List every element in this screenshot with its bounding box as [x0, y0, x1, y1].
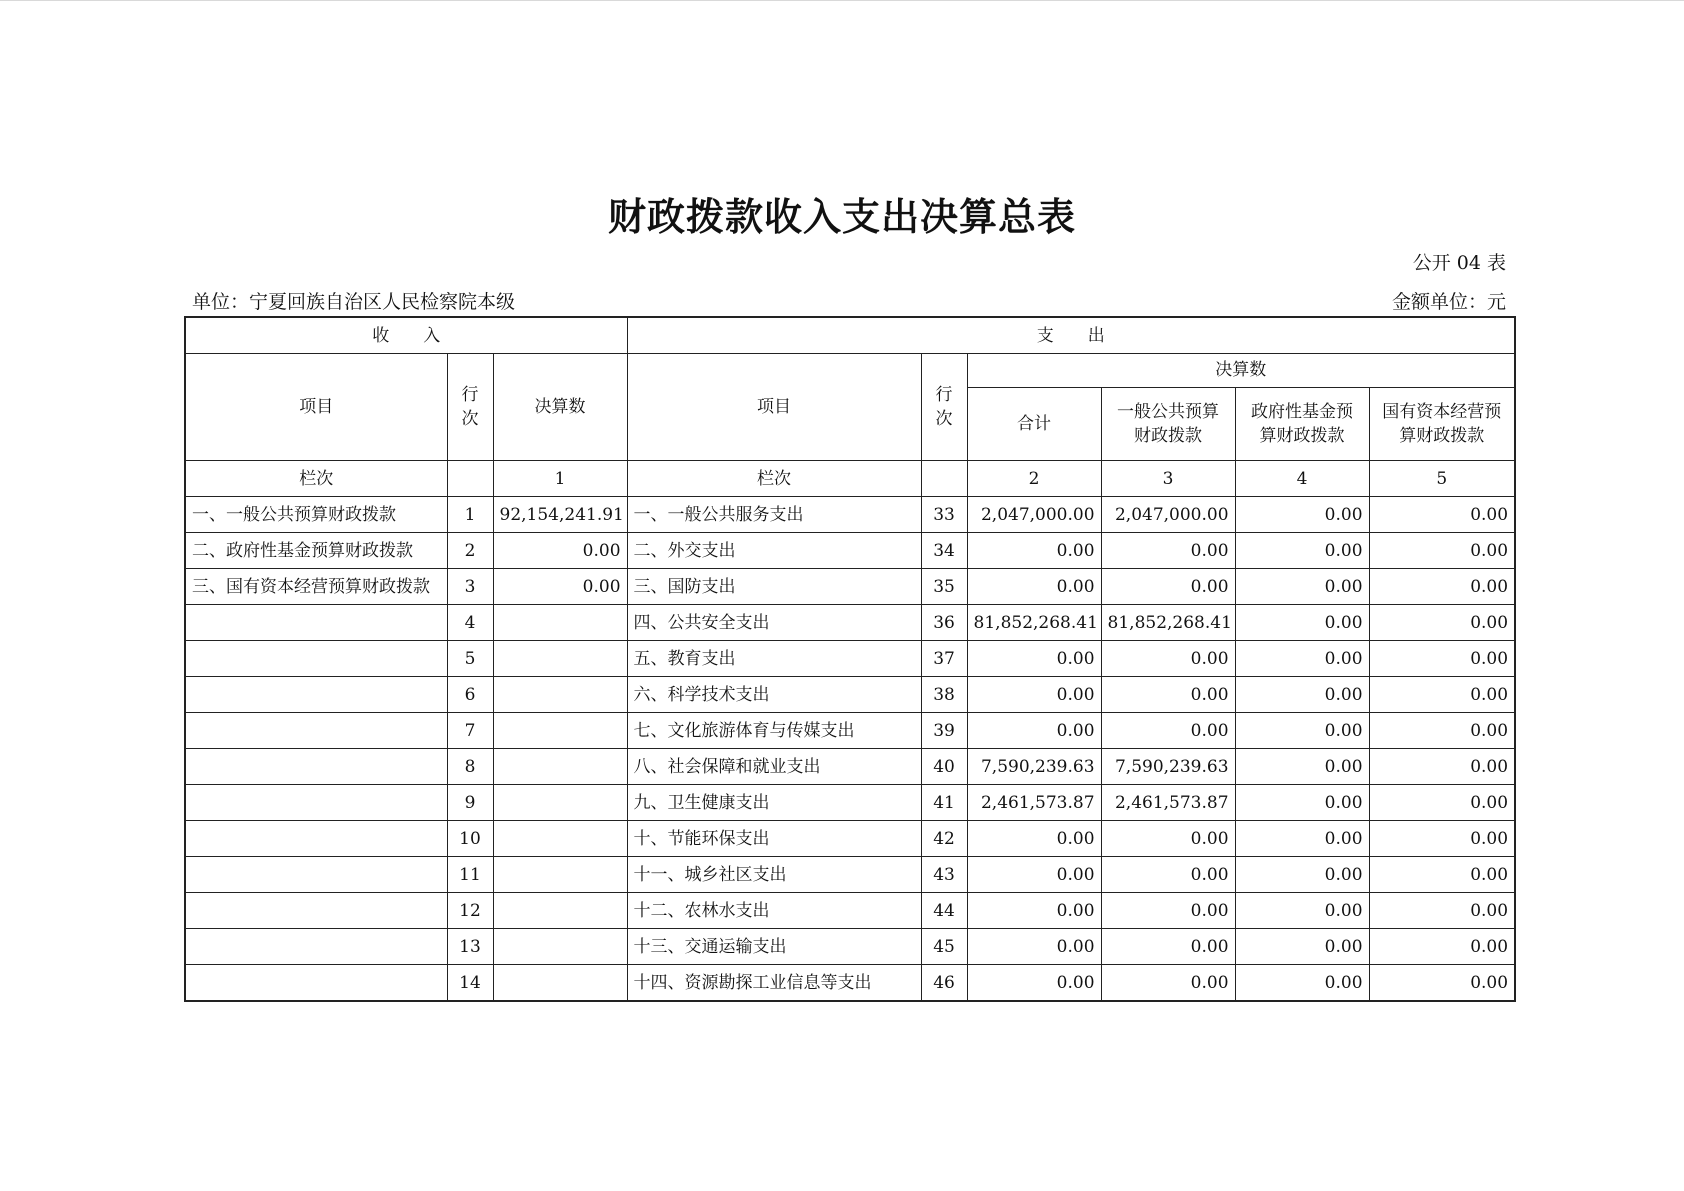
- income-item-cell: [185, 821, 447, 857]
- expense-line-no-cell: 43: [921, 857, 967, 893]
- expense-item-cell: 十二、农林水支出: [627, 893, 921, 929]
- table-row: [185, 533, 1515, 569]
- income-line-no-cell: 9: [447, 785, 493, 821]
- table-row: [185, 713, 1515, 749]
- expense-gov-fund-cell: 0.00: [1235, 605, 1369, 641]
- income-line-no-cell: 5: [447, 641, 493, 677]
- col-index-2: 2: [967, 461, 1101, 497]
- table-row: [185, 677, 1515, 713]
- expense-total-cell: 0.00: [967, 713, 1101, 749]
- income-amount-cell: [493, 785, 627, 821]
- expense-state-capital-cell: 0.00: [1369, 605, 1515, 641]
- expense-total-cell: 0.00: [967, 929, 1101, 965]
- income-item-cell: 二、政府性基金预算财政拨款: [185, 533, 447, 569]
- table-row: [185, 821, 1515, 857]
- expense-line-no-cell: 34: [921, 533, 967, 569]
- col-index-4: 4: [1235, 461, 1369, 497]
- income-line-no-cell: 14: [447, 965, 493, 1002]
- income-section-header: 收 入: [185, 317, 627, 354]
- expense-line-no-cell: 41: [921, 785, 967, 821]
- expense-state-capital-cell: 0.00: [1369, 713, 1515, 749]
- income-item-cell: 三、国有资本经营预算财政拨款: [185, 569, 447, 605]
- col-index-1: 1: [493, 461, 627, 497]
- expense-general-budget-cell: 0.00: [1101, 893, 1235, 929]
- income-amount-cell: [493, 929, 627, 965]
- expense-general-budget-cell: 0.00: [1101, 569, 1235, 605]
- expense-line-no-cell: 35: [921, 569, 967, 605]
- col-index-3: 3: [1101, 461, 1235, 497]
- column-index-row: [185, 461, 1515, 497]
- income-item-cell: [185, 929, 447, 965]
- income-amount-cell: [493, 749, 627, 785]
- income-amount-cell: [493, 821, 627, 857]
- expense-gov-fund-cell: 0.00: [1235, 893, 1369, 929]
- expense-state-capital-cell: 0.00: [1369, 893, 1515, 929]
- expense-general-budget-cell: 0.00: [1101, 677, 1235, 713]
- income-line-no-cell: 3: [447, 569, 493, 605]
- expense-state-capital-cell: 0.00: [1369, 857, 1515, 893]
- expense-gov-fund-cell: 0.00: [1235, 749, 1369, 785]
- table-row: [185, 749, 1515, 785]
- expense-general-budget-cell: 0.00: [1101, 641, 1235, 677]
- expense-line-no-cell: 33: [921, 497, 967, 533]
- expense-state-capital-cell: 0.00: [1369, 929, 1515, 965]
- expense-general-budget-cell: 2,047,000.00: [1101, 497, 1235, 533]
- expense-total-cell: 0.00: [967, 821, 1101, 857]
- expense-item-header: 项目: [627, 354, 921, 461]
- income-amount-cell: [493, 857, 627, 893]
- table-row: [185, 893, 1515, 929]
- expense-item-cell: 十四、资源勘探工业信息等支出: [627, 965, 921, 1002]
- table-row: [185, 497, 1515, 533]
- income-line-no-cell: 2: [447, 533, 493, 569]
- expense-total-cell: 0.00: [967, 569, 1101, 605]
- income-line-no-cell: 10: [447, 821, 493, 857]
- gov-fund-header: 政府性基金预算财政拨款: [1235, 387, 1369, 460]
- expense-gov-fund-cell: 0.00: [1235, 641, 1369, 677]
- expense-general-budget-cell: 81,852,268.41: [1101, 605, 1235, 641]
- income-amount-cell: [493, 641, 627, 677]
- income-item-cell: [185, 965, 447, 1002]
- income-item-cell: [185, 677, 447, 713]
- income-amount-cell: 92,154,241.91: [493, 497, 627, 533]
- table-row: [185, 641, 1515, 677]
- income-line-no-cell: 8: [447, 749, 493, 785]
- expense-total-cell: 7,590,239.63: [967, 749, 1101, 785]
- expense-gov-fund-cell: 0.00: [1235, 713, 1369, 749]
- expense-item-cell: 五、教育支出: [627, 641, 921, 677]
- income-item-header: 项目: [185, 354, 447, 461]
- expense-gov-fund-cell: 0.00: [1235, 677, 1369, 713]
- income-line-no-header: 行次: [447, 354, 493, 461]
- expense-total-cell: 2,047,000.00: [967, 497, 1101, 533]
- expense-state-capital-cell: 0.00: [1369, 497, 1515, 533]
- page-top-rule: [0, 0, 1684, 1]
- expense-line-no-cell: 45: [921, 929, 967, 965]
- header-row-columns: [185, 354, 1515, 388]
- expense-gov-fund-cell: 0.00: [1235, 929, 1369, 965]
- expense-gov-fund-cell: 0.00: [1235, 569, 1369, 605]
- income-amount-cell: [493, 965, 627, 1002]
- expense-general-budget-cell: 0.00: [1101, 857, 1235, 893]
- income-item-cell: 一、一般公共预算财政拨款: [185, 497, 447, 533]
- expense-gov-fund-cell: 0.00: [1235, 785, 1369, 821]
- expense-total-cell: 0.00: [967, 533, 1101, 569]
- table-row: [185, 857, 1515, 893]
- expense-item-cell: 九、卫生健康支出: [627, 785, 921, 821]
- expense-line-no-cell: 40: [921, 749, 967, 785]
- income-line-no-cell: 1: [447, 497, 493, 533]
- income-line-no-cell: 11: [447, 857, 493, 893]
- expense-item-cell: 二、外交支出: [627, 533, 921, 569]
- expense-general-budget-cell: 0.00: [1101, 533, 1235, 569]
- fiscal-appropriation-table: [184, 316, 1516, 1002]
- expense-total-cell: 0.00: [967, 677, 1101, 713]
- income-item-cell: [185, 785, 447, 821]
- income-amount-cell: [493, 713, 627, 749]
- expense-gov-fund-cell: 0.00: [1235, 497, 1369, 533]
- expense-line-no-cell: 38: [921, 677, 967, 713]
- expense-line-no-cell: 42: [921, 821, 967, 857]
- expense-col-blank: [921, 461, 967, 497]
- expense-state-capital-cell: 0.00: [1369, 821, 1515, 857]
- expense-total-cell: 0.00: [967, 857, 1101, 893]
- expense-total-cell: 81,852,268.41: [967, 605, 1101, 641]
- expense-final-amount-header: 决算数: [967, 354, 1515, 388]
- expense-item-cell: 四、公共安全支出: [627, 605, 921, 641]
- expense-total-cell: 0.00: [967, 965, 1101, 1002]
- expense-item-cell: 十三、交通运输支出: [627, 929, 921, 965]
- general-budget-header: 一般公共预算财政拨款: [1101, 387, 1235, 460]
- expense-line-no-cell: 46: [921, 965, 967, 1002]
- income-item-cell: [185, 641, 447, 677]
- table-row: [185, 605, 1515, 641]
- expense-col-label: 栏次: [627, 461, 921, 497]
- total-header: 合计: [967, 387, 1101, 460]
- expense-state-capital-cell: 0.00: [1369, 785, 1515, 821]
- expense-total-cell: 0.00: [967, 641, 1101, 677]
- expense-item-cell: 八、社会保障和就业支出: [627, 749, 921, 785]
- income-amount-cell: [493, 893, 627, 929]
- income-amount-cell: 0.00: [493, 569, 627, 605]
- income-item-cell: [185, 857, 447, 893]
- table-id: 公开 04 表: [1412, 252, 1506, 274]
- income-item-cell: [185, 605, 447, 641]
- income-final-amount-header: 决算数: [493, 354, 627, 461]
- expense-item-cell: 六、科学技术支出: [627, 677, 921, 713]
- expense-state-capital-cell: 0.00: [1369, 677, 1515, 713]
- state-capital-header: 国有资本经营预算财政拨款: [1369, 387, 1515, 460]
- expense-state-capital-cell: 0.00: [1369, 749, 1515, 785]
- expense-state-capital-cell: 0.00: [1369, 641, 1515, 677]
- expense-general-budget-cell: 0.00: [1101, 929, 1235, 965]
- expense-state-capital-cell: 0.00: [1369, 533, 1515, 569]
- expense-item-cell: 七、文化旅游体育与传媒支出: [627, 713, 921, 749]
- income-col-blank: [447, 461, 493, 497]
- income-amount-cell: 0.00: [493, 533, 627, 569]
- expense-gov-fund-cell: 0.00: [1235, 857, 1369, 893]
- table-row: [185, 965, 1515, 1002]
- expense-general-budget-cell: 7,590,239.63: [1101, 749, 1235, 785]
- income-line-no-cell: 4: [447, 605, 493, 641]
- income-col-label: 栏次: [185, 461, 447, 497]
- expense-general-budget-cell: 0.00: [1101, 713, 1235, 749]
- income-line-no-cell: 7: [447, 713, 493, 749]
- expense-section-header: 支 出: [627, 317, 1515, 354]
- expense-state-capital-cell: 0.00: [1369, 569, 1515, 605]
- expense-state-capital-cell: 0.00: [1369, 965, 1515, 1002]
- expense-general-budget-cell: 2,461,573.87: [1101, 785, 1235, 821]
- expense-total-cell: 2,461,573.87: [967, 785, 1101, 821]
- expense-gov-fund-cell: 0.00: [1235, 821, 1369, 857]
- income-line-no-cell: 6: [447, 677, 493, 713]
- income-amount-cell: [493, 677, 627, 713]
- income-line-no-cell: 12: [447, 893, 493, 929]
- expense-item-cell: 三、国防支出: [627, 569, 921, 605]
- expense-total-cell: 0.00: [967, 893, 1101, 929]
- expense-line-no-cell: 44: [921, 893, 967, 929]
- table-row: [185, 569, 1515, 605]
- expense-line-no-header: 行次: [921, 354, 967, 461]
- income-item-cell: [185, 749, 447, 785]
- unit-label: 单位：宁夏回族自治区人民检察院本级: [192, 291, 516, 313]
- header-row-sections: [185, 317, 1515, 354]
- amount-unit-label: 金额单位：元: [1391, 291, 1506, 313]
- expense-line-no-cell: 36: [921, 605, 967, 641]
- expense-general-budget-cell: 0.00: [1101, 821, 1235, 857]
- expense-item-cell: 一、一般公共服务支出: [627, 497, 921, 533]
- income-amount-cell: [493, 605, 627, 641]
- expense-gov-fund-cell: 0.00: [1235, 965, 1369, 1002]
- income-item-cell: [185, 893, 447, 929]
- expense-item-cell: 十一、城乡社区支出: [627, 857, 921, 893]
- expense-line-no-cell: 37: [921, 641, 967, 677]
- expense-line-no-cell: 39: [921, 713, 967, 749]
- expense-general-budget-cell: 0.00: [1101, 965, 1235, 1002]
- income-item-cell: [185, 713, 447, 749]
- expense-gov-fund-cell: 0.00: [1235, 533, 1369, 569]
- report-title: 财政拨款收入支出决算总表: [607, 195, 1076, 239]
- col-index-5: 5: [1369, 461, 1515, 497]
- table-row: [185, 785, 1515, 821]
- income-line-no-cell: 13: [447, 929, 493, 965]
- expense-item-cell: 十、节能环保支出: [627, 821, 921, 857]
- table-row: [185, 929, 1515, 965]
